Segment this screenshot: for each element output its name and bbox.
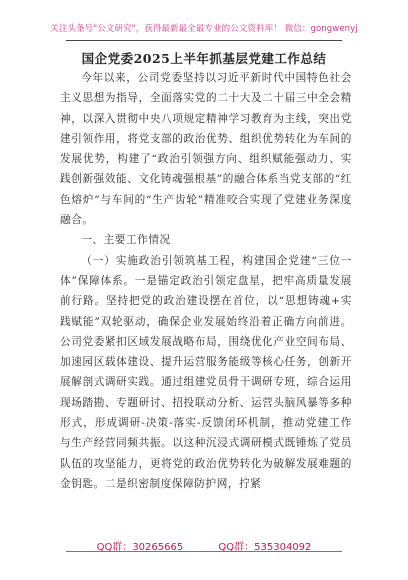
qq-group-2: QQ群：535304092 <box>218 542 312 553</box>
promo-banner: 关注头条号"公文研究"，获得最新最全最专业的公文资料库！ 微信：gongwenyj <box>50 24 358 34</box>
section-paragraph: （一）实施政治引领筑基工程，构建国企党建“三位一体”保障体系。一是锚定政治引领定盘星，把牢高质量发展前行路。坚持把党的政治建设摆在首位，以“思想铸魂+实践赋能”双轮驱动，确保企业发展始终沿着正确方向前进。公司党委紧扣区域发展战略布局，围绕优化产业空间布局、加速园区载体建设、提升运营服务能级等核心任务，创新开展解剖式调研实践。通过组建党员骨干调研专班，综合运用现场踏勘、专题研讨、招投联动分析、运营头脑风暴等多种形式，形成调研-决策-落实-反馈闭环机制，推动党建工作与生产经营同频共振。以这种沉浸式调研模式既锤炼了党员队伍的攻坚能力，更将党的政治优势转化为破解发展难题的金钥匙。二是织密制度保障防护网，拧紧 <box>60 254 352 490</box>
section-heading: 一、主要工作情况 <box>81 234 171 247</box>
footer-divider <box>66 551 342 552</box>
qq-group-1: QQ群：30265665 <box>96 542 184 553</box>
document-body <box>60 68 352 494</box>
document-title: 国企党委2025上半年抓基层党建工作总结 <box>81 51 327 66</box>
intro-paragraph: 今年以来，公司党委坚持以习近平新时代中国特色社会主义思想为指导，全面落实党的二十大及二十届三中全会精神，以深入贯彻中央八项规定精神学习教育为主线，突出党建引领作用，将党支部的政治优势、组织优势转化为车间的发展优势，构建了“政治引领强方向、组织赋能强动力、实践创新强效能、文化铸魂强根基”的融合体系当党支部的“红色熔炉”与车间的“生产齿轮”精准咬合实现了党建业务深度融合。 <box>60 72 352 227</box>
header-divider <box>66 40 342 41</box>
